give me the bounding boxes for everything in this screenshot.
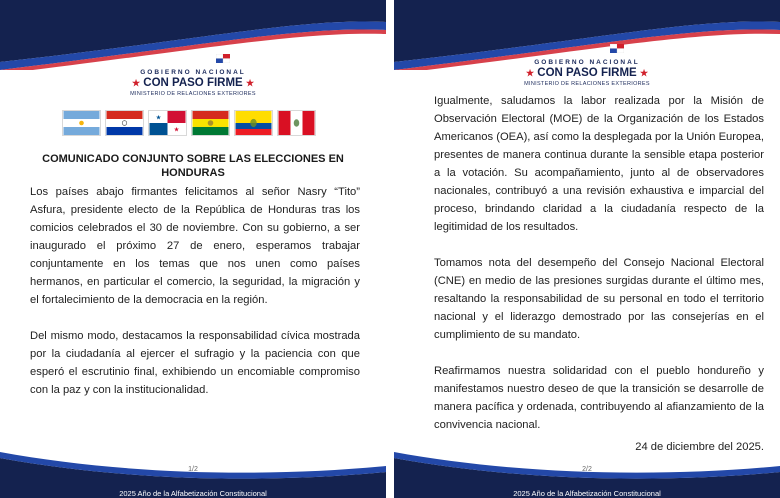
paragraph: Del mismo modo, destacamos la responsabilidad cívica mostrada por la ciudadanía al ejercer el sufragio y la paciencia con que esperó el escrutinio final, exhibiendo un encomiable compromiso con la paz y con la institucionalidad. xyxy=(30,330,360,396)
footer-text: 2025 Año de la Alfabetización Constitucional xyxy=(119,489,267,498)
footer-swoosh xyxy=(0,428,386,498)
document-page-1 xyxy=(0,0,386,498)
page-number: 1/2 xyxy=(188,466,198,473)
paragraph: Reafirmamos nuestra solidaridad con el pueblo hondureño y manifestamos nuestro deseo de que la transición se desarrolle de manera pacífica y ordenada, contribuyendo al afianzamiento de la convivencia nacional. xyxy=(434,365,764,431)
paragraph: Tomamos nota del desempeño del Consejo Nacional Electoral (CNE) en medio de las presiones surgidas durante el último mes, resaltando la responsabilidad de su personal en todo el territorio nacional y el liderazgo demostrado por las consejerías en el cumplimiento de su mandato. xyxy=(434,257,764,341)
page2-body xyxy=(434,92,764,456)
page-gutter xyxy=(386,0,394,498)
paragraph: Los países abajo firmantes felicitamos al señor Nasry “Tito” Asfura, presidente electo de la República de Honduras tras los comicios celebrados el 30 de noviembre. Con su gobierno, a ser inaugurado el próximo 27 de enero, esperamos trabajar conjuntamente en los temas que nos unen como países hermanos, en particular el comercio, la seguridad, la migración y el fortalecimiento de la democracia en la región. xyxy=(30,186,360,306)
document-date: 24 de diciembre del 2025. xyxy=(635,441,764,453)
svg-text:★: ★ xyxy=(155,113,162,122)
document-title: COMUNICADO CONJUNTO SOBRE LAS ELECCIONES EN HONDURAS xyxy=(42,153,344,179)
ecuador-flag xyxy=(234,110,273,136)
star-icon: ★ xyxy=(639,68,649,78)
slogan-label: CON PASO FIRME xyxy=(143,77,243,89)
slogan-line xyxy=(0,77,386,90)
slogan-line xyxy=(394,67,780,80)
panama-mini-flag-icon xyxy=(216,54,230,63)
svg-text:★: ★ xyxy=(173,125,180,134)
slogan-label: CON PASO FIRME xyxy=(537,67,637,79)
paraguay-flag xyxy=(105,110,144,136)
ministry-label: MINISTERIO DE RELACIONES EXTERIORES xyxy=(130,91,256,97)
bolivia-flag xyxy=(191,110,230,136)
star-icon: ★ xyxy=(525,68,535,78)
peru-flag xyxy=(277,110,316,136)
government-label: GOBIERNO NACIONAL xyxy=(534,59,640,66)
paragraph: Igualmente, saludamos la labor realizada por la Misión de Observación Electoral (MOE) de la Organización de los Estados Americanos (OEA), así como la desplegada por la Unión Europea, presentes de manera continua durante la sensible etapa posterior a la votación. Su acompañamiento, junto al de observadores nacionales, contribuyó a una revisión exhaustiva e imparcial del proceso, brindando claridad a la ciudadanía respecto de la legitimidad de los resultados. xyxy=(434,95,764,233)
argentina-flag xyxy=(62,110,101,136)
star-icon: ★ xyxy=(245,78,255,88)
government-logo xyxy=(0,50,386,98)
panama-mini-flag-icon xyxy=(610,44,624,53)
document-page-2 xyxy=(394,0,780,498)
flags-row xyxy=(62,110,316,136)
page1-body xyxy=(30,183,360,417)
footer-swoosh xyxy=(394,428,780,498)
page-number: 2/2 xyxy=(582,466,592,473)
panama-flag xyxy=(148,110,187,136)
star-icon: ★ xyxy=(131,78,141,88)
government-label: GOBIERNO NACIONAL xyxy=(140,69,246,76)
ministry-label: MINISTERIO DE RELACIONES EXTERIORES xyxy=(524,81,650,87)
footer-text: 2025 Año de la Alfabetización Constitucional xyxy=(513,489,661,498)
government-logo xyxy=(394,40,780,88)
